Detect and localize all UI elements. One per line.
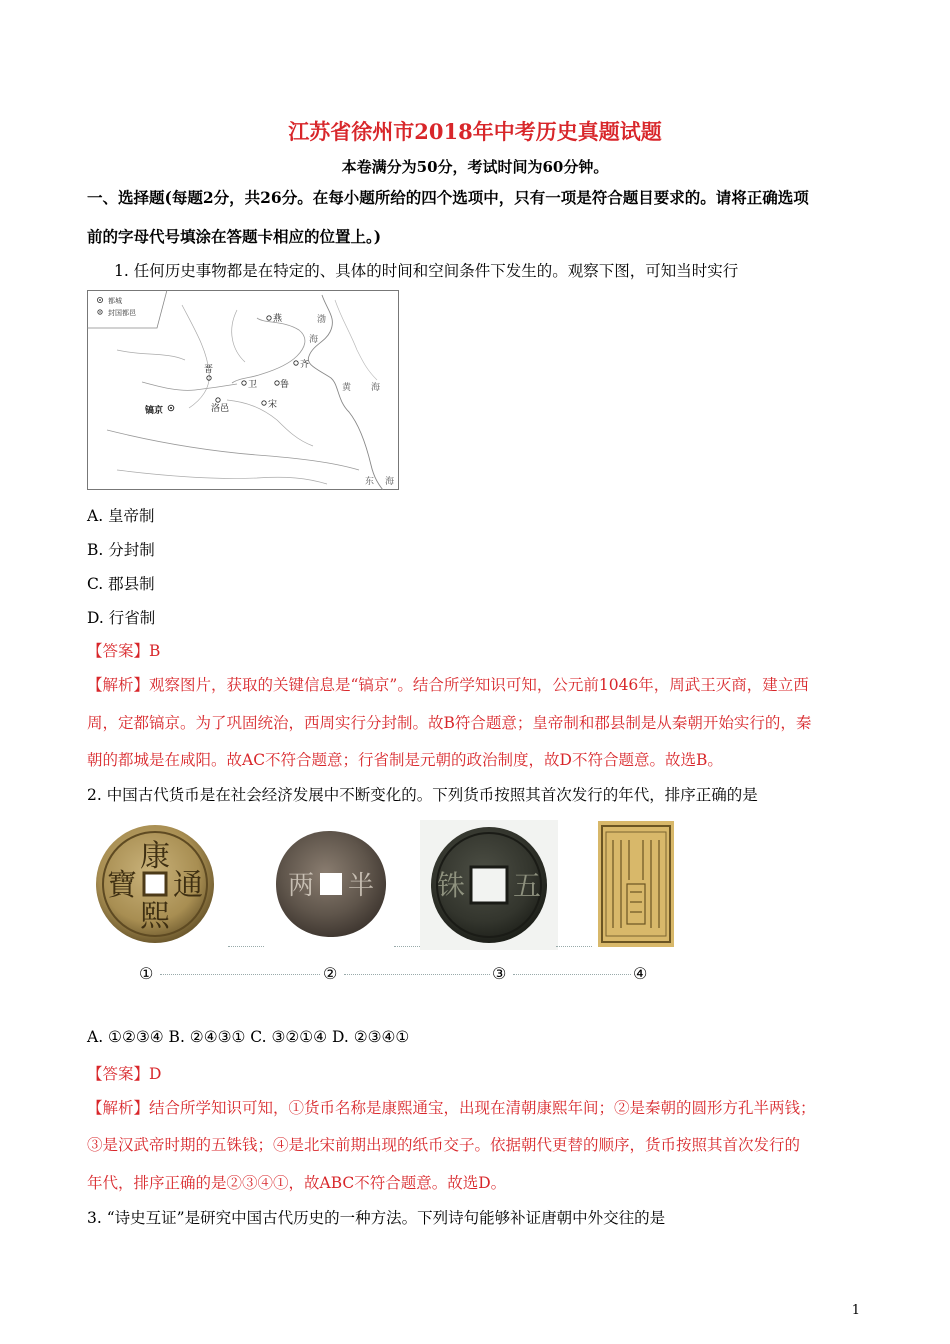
place-lu: 鲁: [280, 380, 290, 390]
place-jin: 晋: [204, 365, 214, 375]
page-number: 1: [851, 1303, 860, 1318]
question-1-stem: 1. 任何历史事物都是在特定的、具体的时间和空间条件下发生的。观察下图，可知当时实行: [114, 262, 739, 280]
legend-fief: 封国都邑: [108, 309, 136, 317]
section-heading-line2: 前的字母代号填涂在答题卡相应的位置上。): [87, 227, 382, 246]
coin-label-2: ②: [323, 964, 338, 983]
question-2-stem: 2. 中国古代货币是在社会经济发展中不断变化的。下列货币按照其首次发行的年代，排序正确的是: [87, 786, 758, 804]
coin-label-4: ④: [633, 964, 648, 983]
place-wei: 卫: [248, 380, 258, 390]
svg-text:寶: 寶: [107, 868, 137, 903]
place-luoyi: 洛邑: [211, 404, 230, 414]
coin-kangxi-tongbao-image: [92, 822, 218, 946]
q1-option-c: C. 郡县制: [87, 575, 155, 593]
svg-text:两: 两: [287, 871, 315, 901]
q2-options: A. ①②③④ B. ②④③① C. ③②①④ D. ②③④①: [87, 1028, 410, 1046]
q2-answer: 【答案】D: [87, 1065, 162, 1083]
western-zhou-map: [87, 290, 399, 490]
question-3-stem: 3. “诗史互证”是研究中国古代历史的一种方法。下列诗句能够补证唐朝中外交往的是: [87, 1209, 666, 1227]
q1-analysis-line3: 朝的都城是在咸阳。故AC不符合题意；行省制是元朝的政治制度，故D不符合题意。故选B。: [87, 751, 723, 769]
q1-option-a: A. 皇帝制: [87, 507, 155, 525]
q2-analysis-line2: ③是汉武帝时期的五铢钱；④是北宋前期出现的纸币交子。依据朝代更替的顺序，货币按照其首次发行的: [87, 1136, 801, 1154]
sea-label-dong: 东: [365, 477, 375, 487]
q1-answer: 【答案】B: [87, 642, 161, 660]
place-song: 宋: [268, 400, 278, 410]
sea-label-hai2: 海: [371, 383, 381, 393]
section-heading-line1: 一、选择题(每题2分，共26分。在每小题所给的四个选项中，只有一项是符合题目要求的。请将正确选项: [87, 188, 809, 207]
coin-wuzhu-image: [420, 820, 558, 950]
svg-text:五: 五: [512, 869, 542, 902]
q2-analysis-line3: 年代，排序正确的是②③④①，故ABC不符合题意。故选D。: [87, 1174, 507, 1192]
svg-text:通: 通: [173, 868, 203, 903]
sea-label-bo: 渤: [317, 315, 327, 325]
coin-label-1: ①: [139, 964, 154, 983]
sea-label-hai1: 海: [309, 335, 319, 345]
q2-analysis-line1: 【解析】结合所学知识可知，①货币名称是康熙通宝，出现在清朝康熙年间；②是秦朝的圆形方孔半两钱；: [87, 1099, 816, 1117]
legend-capital: 都城: [108, 297, 122, 305]
q1-option-b: B. 分封制: [87, 541, 155, 559]
q1-option-d: D. 行省制: [87, 609, 156, 627]
svg-text:康: 康: [140, 839, 170, 874]
q1-analysis-line1: 【解析】观察图片，获取的关键信息是“镐京”。结合所学知识可知，公元前1046年，周武王灭商，建立西: [87, 676, 809, 694]
coin-banliang-image: [273, 828, 389, 940]
jiaozi-paper-money-image: [597, 820, 677, 948]
exam-instructions: 本卷满分为50分，考试时间为60分钟。: [341, 158, 609, 176]
svg-text:半: 半: [347, 871, 375, 901]
place-qi: 齐: [300, 360, 310, 370]
q1-analysis-line2: 周，定都镐京。为了巩固统治，西周实行分封制。故B符合题意；皇帝制和郡县制是从秦朝开始实行的，秦: [87, 714, 812, 732]
sea-label-hai3: 海: [385, 477, 395, 487]
page-title: 江苏省徐州市2018年中考历史真题试题: [288, 119, 662, 144]
place-yan: 燕: [273, 314, 283, 324]
svg-text:铢: 铢: [436, 869, 466, 902]
place-haojing: 镐京: [145, 406, 164, 416]
svg-text:熙: 熙: [140, 899, 170, 934]
sea-label-huang: 黄: [342, 383, 352, 393]
coin-label-3: ③: [492, 964, 507, 983]
